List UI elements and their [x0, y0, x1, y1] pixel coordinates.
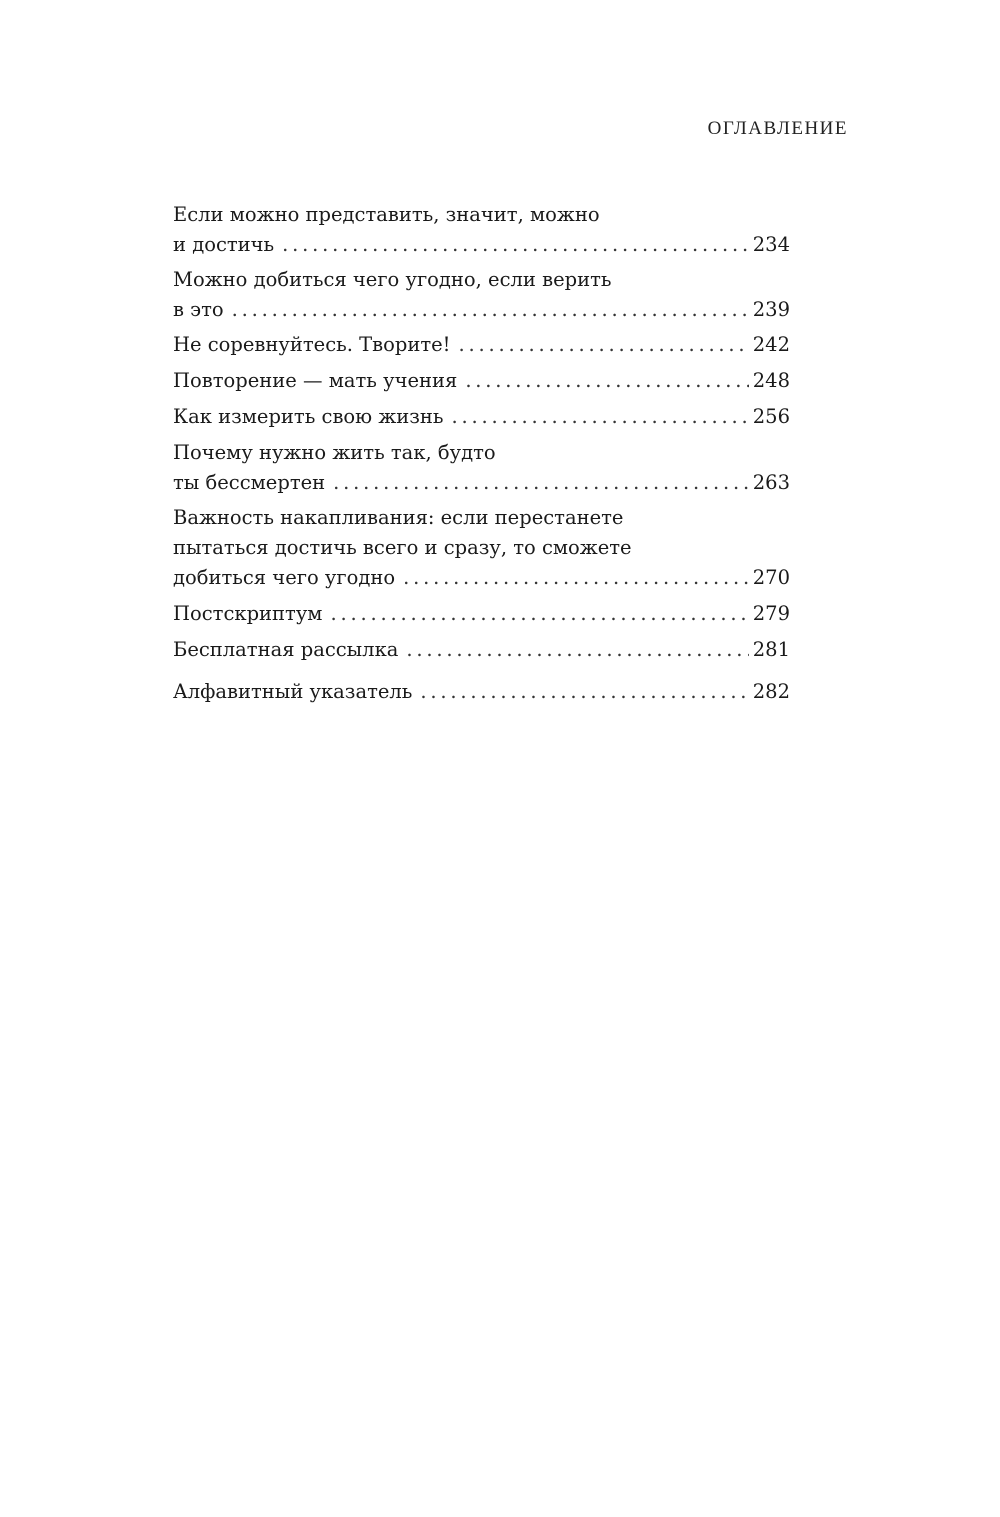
toc-entry: [173, 677, 790, 707]
toc-entry-line: Можно добиться чего угодно, если верить: [173, 268, 612, 291]
toc-page-number: 279: [752, 602, 790, 625]
toc-entry-line: в это: [173, 298, 224, 321]
dot-leader: [282, 230, 749, 260]
toc-entry-line: ты бессмертен: [173, 471, 326, 494]
toc-entry: [173, 635, 790, 665]
toc-entry-line: Важность накапливания: если перестанете: [173, 506, 624, 529]
dot-leader: [406, 635, 748, 665]
toc-entry-line: и достичь: [173, 233, 275, 256]
toc-entry-line: пытаться достичь всего и сразу, то сможете: [173, 536, 632, 559]
toc-entry: [173, 200, 790, 260]
dot-leader: [459, 330, 749, 360]
toc-entry-line: Как измерить свою жизнь: [173, 405, 444, 428]
toc-entry-last-line: [173, 677, 790, 707]
toc-entry-line: Если можно представить, значит, можно: [173, 203, 600, 226]
toc-entry-last-line: [173, 468, 790, 498]
toc-entry-last-line: [173, 563, 790, 593]
toc-page-number: 282: [752, 680, 790, 703]
dot-leader: [465, 366, 748, 396]
toc-entry: [173, 366, 790, 396]
toc-entry-last-line: [173, 230, 790, 260]
toc-entry-last-line: [173, 599, 790, 629]
toc-page-number: 248: [752, 369, 790, 392]
toc-entry-last-line: [173, 402, 790, 432]
toc-entry-line: добиться чего угодно: [173, 566, 396, 589]
toc-entry: [173, 503, 790, 593]
toc-page-number: 242: [752, 333, 790, 356]
dot-leader: [420, 677, 748, 707]
toc-entry: [173, 599, 790, 629]
toc-entry-line: Повторение — мать учения: [173, 369, 458, 392]
dot-leader: [232, 295, 749, 325]
toc-entry: [173, 330, 790, 360]
toc-page-number: 270: [752, 566, 790, 589]
dot-leader: [403, 563, 749, 593]
toc-entry-line: Бесплатная рассылка: [173, 638, 399, 661]
toc-entry-line: Алфавитный указатель: [173, 680, 413, 703]
toc-entry-line: Почему нужно жить так, будто: [173, 441, 496, 464]
toc-entry-line: Не соревнуйтесь. Творите!: [173, 333, 451, 356]
toc-entry: [173, 402, 790, 432]
toc-entry-last-line: [173, 635, 790, 665]
table-of-contents: [173, 200, 790, 707]
dot-leader: [333, 468, 749, 498]
toc-entry-last-line: [173, 366, 790, 396]
toc-entry: [173, 265, 790, 325]
toc-entry: [173, 438, 790, 498]
toc-page-number: 239: [752, 298, 790, 321]
toc-page-number: 263: [752, 471, 790, 494]
toc-entry-last-line: [173, 330, 790, 360]
running-head-title: ОГЛАВЛЕНИЕ: [707, 118, 848, 139]
toc-entry-last-line: [173, 295, 790, 325]
toc-page-number: 281: [752, 638, 790, 661]
dot-leader: [452, 402, 749, 432]
toc-entry-line: Постскриптум: [173, 602, 323, 625]
toc-page-number: 256: [752, 405, 790, 428]
dot-leader: [330, 599, 748, 629]
toc-page-number: 234: [752, 233, 790, 256]
